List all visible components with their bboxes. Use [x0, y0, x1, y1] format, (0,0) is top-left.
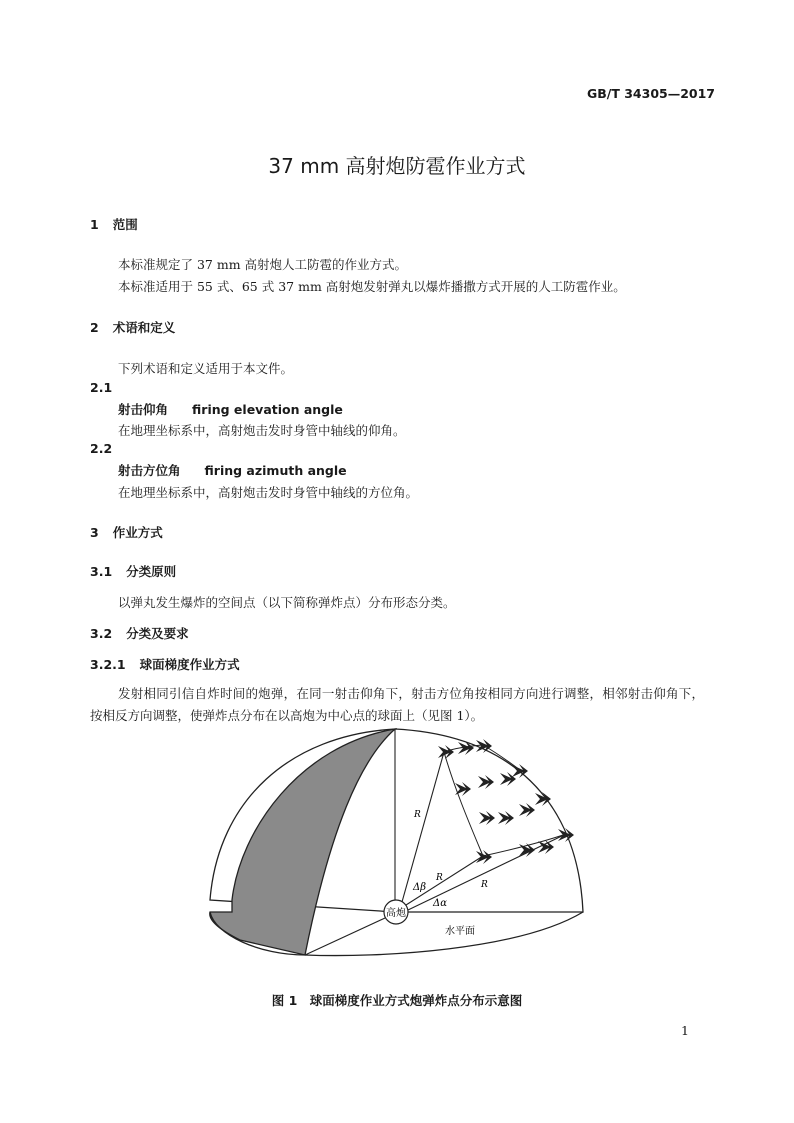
- section-title: 术语和定义: [112, 320, 176, 335]
- horizontal-plane-label: 水平面: [445, 926, 475, 937]
- section-title: 分类原则: [126, 564, 177, 579]
- term-entry: [118, 461, 347, 479]
- paragraph: 下列术语和定义适用于本文件。: [118, 361, 294, 376]
- paragraph: 以弹丸发生爆炸的空间点（以下简称弹炸点）分布形态分类。: [118, 595, 456, 610]
- section-number: 3.2.1: [90, 657, 126, 672]
- term-entry: [118, 400, 343, 418]
- term-en: firing azimuth angle: [204, 463, 347, 478]
- page-number: 1: [681, 1023, 689, 1038]
- section-number: 3.1: [90, 564, 113, 579]
- delta-beta-label: Δβ: [413, 882, 427, 893]
- term-zh: 射击仰角: [118, 402, 169, 417]
- term-definition: 在地理坐标系中，高射炮击发时身管中轴线的方位角。: [118, 485, 419, 500]
- standard-code: GB/T 34305—2017: [587, 86, 716, 101]
- paragraph: 本标准规定了 37 mm 高射炮人工防雹的作业方式。: [118, 257, 408, 272]
- gun-label: 高炮: [386, 908, 406, 919]
- section-title: 作业方式: [112, 525, 163, 540]
- section-number: 3: [90, 525, 99, 540]
- section-title: 球面梯度作业方式: [139, 657, 240, 672]
- subsection-3-2-heading: [90, 624, 189, 642]
- paragraph: 发射相同引信自炸时间的炮弹，在同一射击仰角下，射击方位角按相同方向进行调整，相邻射击仰角下，按相反方向调整，使弹炸点分布在以高炮为中心点的球面上（见图 1）。: [90, 686, 704, 723]
- term-number: 2.2: [90, 441, 113, 456]
- section-title: 范围: [112, 217, 138, 232]
- section-number: 3.2: [90, 626, 113, 641]
- section-title: 分类及要求: [126, 626, 189, 641]
- section-number: 2: [90, 320, 99, 335]
- paragraph: 本标准适用于 55 式、65 式 37 mm 高射炮发射弹丸以爆炸播撒方式开展的人工防雹作业。: [118, 279, 626, 294]
- section-1-heading: [90, 215, 138, 233]
- section-3-heading: [90, 523, 163, 541]
- radius-label: R: [481, 880, 488, 890]
- term-definition: 在地理坐标系中，高射炮击发时身管中轴线的仰角。: [118, 423, 406, 438]
- term-zh: 射击方位角: [118, 463, 181, 478]
- term-number: 2.1: [90, 380, 113, 395]
- section-number: 1: [90, 217, 99, 232]
- subsection-3-1-heading: [90, 562, 176, 580]
- front-radius-line: [305, 918, 385, 955]
- figure-1-diagram: [200, 722, 595, 962]
- radius-label: R: [436, 873, 443, 883]
- subsection-3-2-1-heading: [90, 655, 240, 673]
- section-2-heading: [90, 318, 175, 336]
- figure-caption: 图 1 球面梯度作业方式炮弹炸点分布示意图: [271, 993, 523, 1008]
- radius-label: R: [414, 810, 421, 820]
- term-en: firing elevation angle: [192, 402, 343, 417]
- page-title: 37 mm 高射炮防雹作业方式: [268, 154, 526, 178]
- delta-alpha-label: Δα: [433, 898, 447, 909]
